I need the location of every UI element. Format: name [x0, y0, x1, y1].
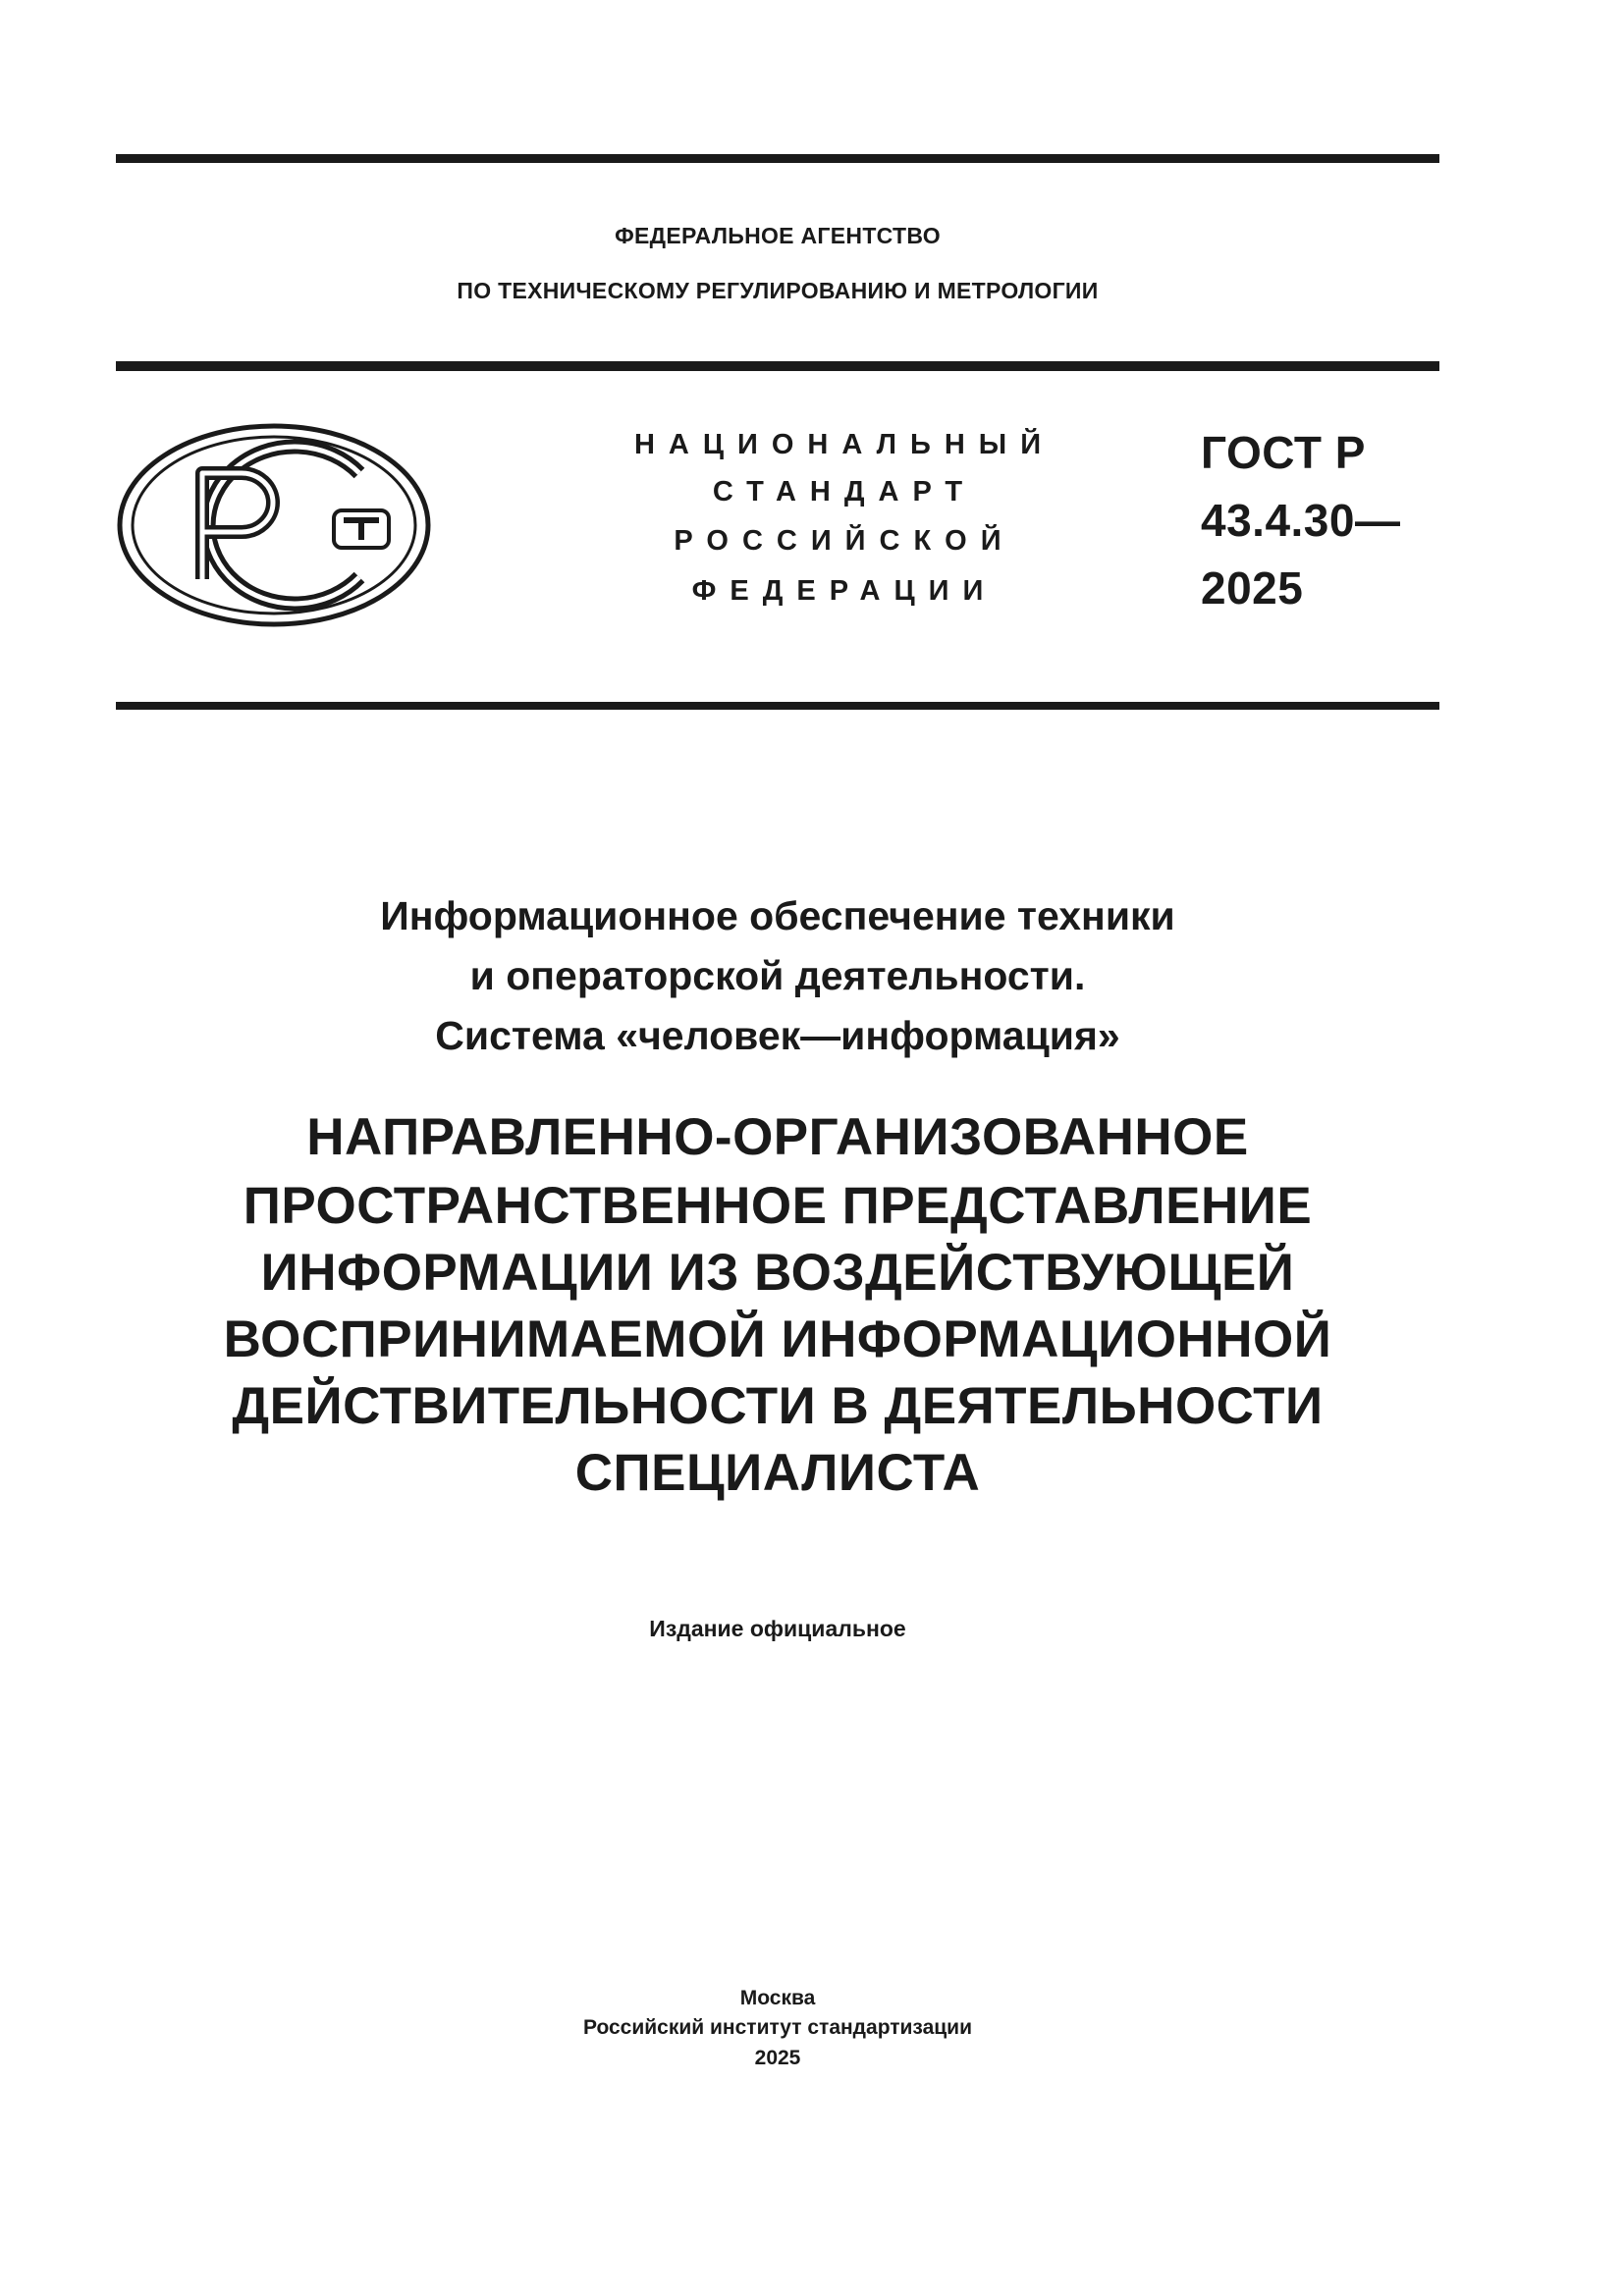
title-line6: СПЕЦИАЛИСТА: [574, 1444, 981, 1502]
title-line5: ДЕЙСТВИТЕЛЬНОСТИ В ДЕЯТЕЛЬНОСТИ: [232, 1377, 1324, 1435]
title-line4: ВОСПРИНИМАЕМОЙ ИНФОРМАЦИОННОЙ: [223, 1310, 1332, 1368]
title-line1: НАПРАВЛЕННО-ОРГАНИЗОВАННОЕ: [306, 1108, 1249, 1166]
rst-certification-mark-icon: [116, 422, 432, 628]
imprint-year: 2025: [754, 2047, 801, 2069]
designation-line1: ГОСТ Р: [1201, 427, 1366, 478]
designation-line2: 43.4.30—: [1201, 495, 1401, 546]
standard-type-line3: РОССИЙСКОЙ: [674, 525, 1015, 557]
subtitle-line1: Информационное обеспечение техники: [380, 893, 1175, 938]
standard-type-line4: ФЕДЕРАЦИИ: [691, 575, 998, 607]
top-divider: [116, 154, 1439, 163]
imprint-publisher: Российский институт стандартизации: [582, 2016, 973, 2039]
title-line3: ИНФОРМАЦИИ ИЗ ВОЗДЕЙСТВУЮЩЕЙ: [260, 1244, 1295, 1302]
bottom-divider: [116, 702, 1439, 710]
title-line2: ПРОСТРАНСТВЕННОЕ ПРЕДСТАВЛЕНИЕ: [243, 1177, 1313, 1235]
imprint-city: Москва: [739, 1987, 816, 2009]
agency-name-line2: ПО ТЕХНИЧЕСКОМУ РЕГУЛИРОВАНИЮ И МЕТРОЛОГИИ: [457, 278, 1099, 303]
middle-divider: [116, 361, 1439, 371]
subtitle-line3: Система «человек—информация»: [435, 1013, 1120, 1058]
subtitle-line2: и операторской деятельности.: [469, 953, 1086, 998]
standard-type-line2: СТАНДАРТ: [712, 476, 977, 507]
agency-name-line1: ФЕДЕРАЛЬНОЕ АГЕНТСТВО: [615, 223, 941, 248]
standard-type-line1: НАЦИОНАЛЬНЫЙ: [633, 429, 1056, 460]
designation-line3: 2025: [1201, 562, 1304, 614]
edition-note: Издание официальное: [649, 1616, 906, 1641]
